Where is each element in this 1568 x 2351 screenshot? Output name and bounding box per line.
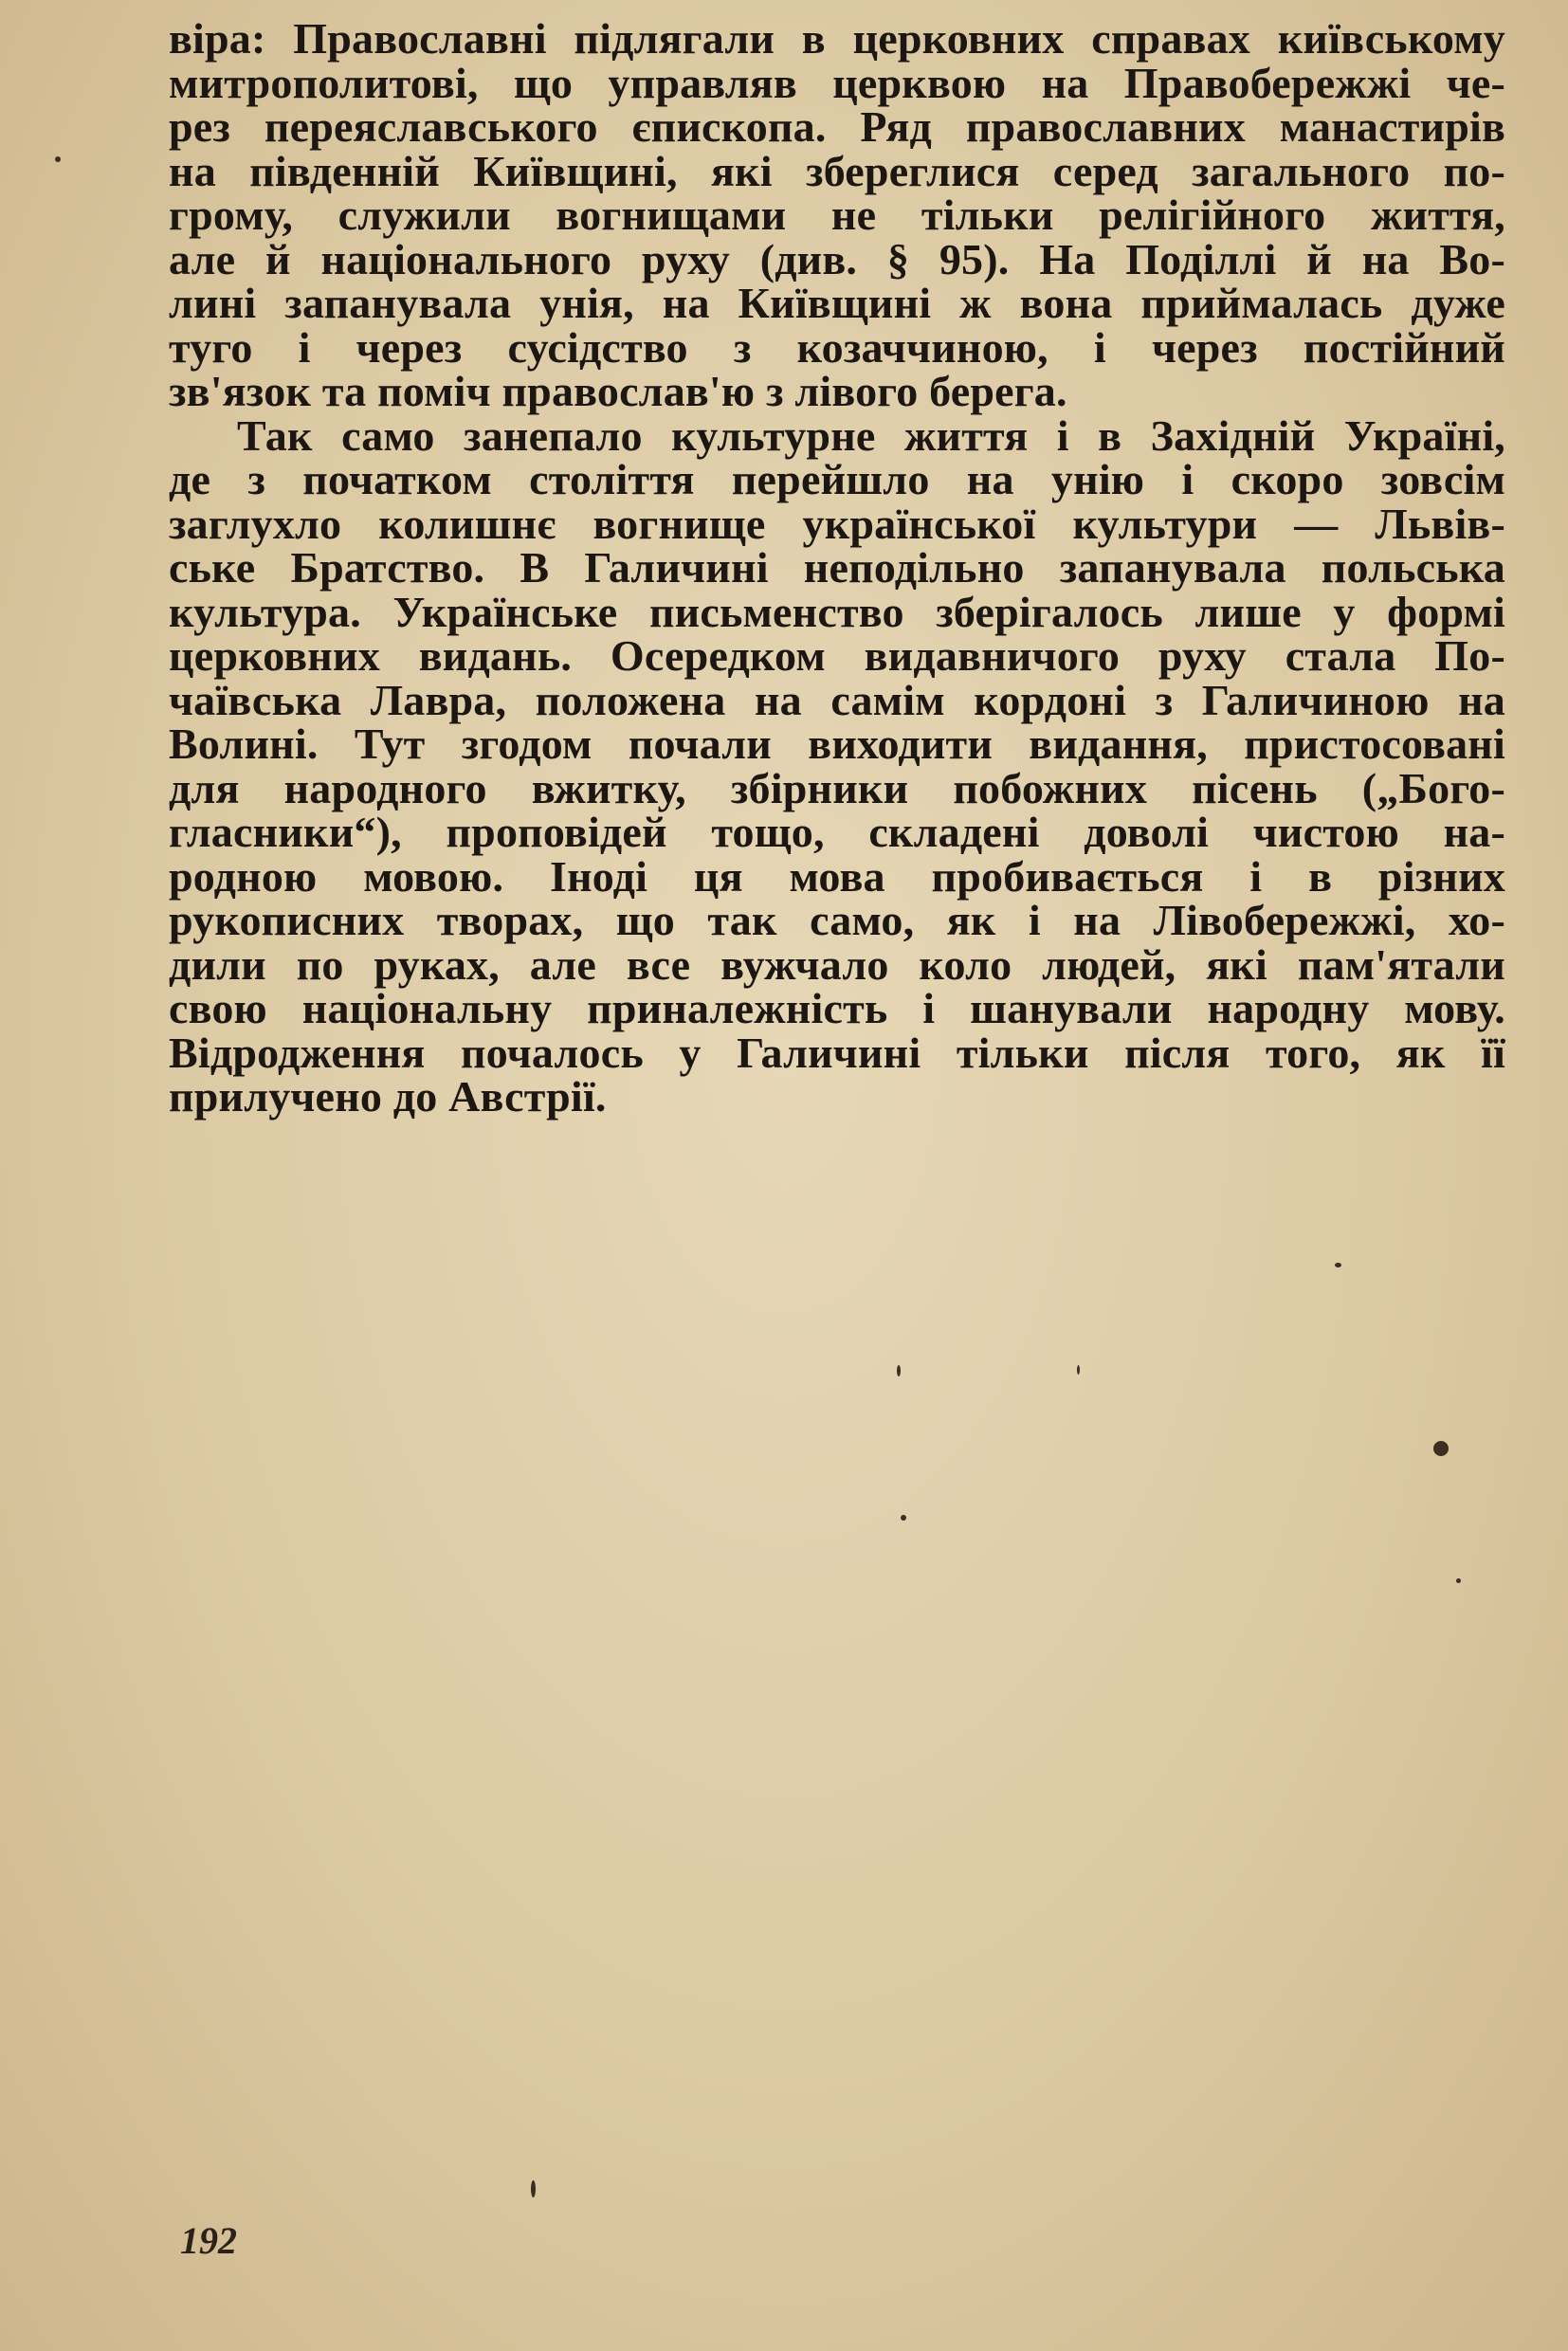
- body-text: [169, 14, 1505, 1121]
- paragraph-2: [169, 410, 1505, 1121]
- paper-speck: [1077, 1365, 1080, 1375]
- text-line: ське Братство. В Галичині неподільно запанувала польська: [169, 543, 1505, 592]
- text-line: рукописних творах, що так само, як і на Лівобережжі, хо-: [169, 896, 1505, 944]
- text-line: прилучено до Австрії.: [169, 1072, 607, 1121]
- text-line: лині запанувала унія, на Київщині ж вона приймалась дуже: [169, 279, 1505, 327]
- text-line: Так само занепало культурне життя і в Західній Україні,: [237, 410, 1505, 460]
- text-line: церковних видань. Осередком видавничого руху стала По-: [169, 631, 1505, 680]
- text-line: гласники“), проповідей тощо, складені доволі чистою на-: [169, 808, 1505, 856]
- text-line: чаївська Лавра, положена на самім кордоні з Галичиною на: [169, 675, 1505, 724]
- paper-speck: [55, 156, 61, 162]
- paper-speck: [1433, 1441, 1449, 1456]
- text-line: грому, служили вогнищами не тільки релігійного життя,: [169, 191, 1505, 239]
- page-number: 192: [180, 2219, 237, 2262]
- paper-speck: [901, 1515, 906, 1521]
- text-line: Волині. Тут згодом почали виходити видання, пристосовані: [169, 720, 1505, 768]
- text-line: на південній Київщині, які збереглися серед загального по-: [169, 146, 1505, 195]
- paragraph-1: [169, 14, 1505, 415]
- text-line: зв'язок та поміч православ'ю з лівого берега.: [169, 367, 1067, 415]
- paper-speck: [1456, 1578, 1461, 1583]
- text-line: заглухло колишнє вогнище української культури — Львів-: [169, 499, 1505, 548]
- text-line: для народного вжитку, збірники побожних пісень („Бого-: [169, 763, 1505, 812]
- paper-speck: [1335, 1263, 1341, 1267]
- text-line: митрополитові, що управляв церквою на Правобережжі че-: [169, 58, 1505, 107]
- text-line: свою національну приналежність і шанували народну мову.: [169, 984, 1505, 1032]
- text-line: де з початком століття перейшло на унію і скоро зовсім: [169, 455, 1505, 503]
- text-line: але й національного руху (див. § 95). На Поділлі й на Во-: [169, 234, 1505, 283]
- text-line: туго і через сусідство з козаччиною, і через постійний: [169, 322, 1505, 372]
- text-line: рез переяславського єпископа. Ряд православних манастирів: [169, 102, 1505, 151]
- text-line: дили по руках, але все вужчало коло людей, які пам'ятали: [169, 939, 1505, 989]
- text-line: віра: Православні підлягали в церковних справах київському: [169, 14, 1505, 63]
- text-line: культура. Українське письменство зберігалось лише у формі: [169, 587, 1505, 636]
- paper-speck: [897, 1365, 901, 1376]
- paper-speck: [531, 2180, 536, 2197]
- text-line: Відродження почалось у Галичині тільки після того, як її: [169, 1028, 1505, 1077]
- text-line: родною мовою. Іноді ця мова пробивається і в різних: [169, 851, 1505, 901]
